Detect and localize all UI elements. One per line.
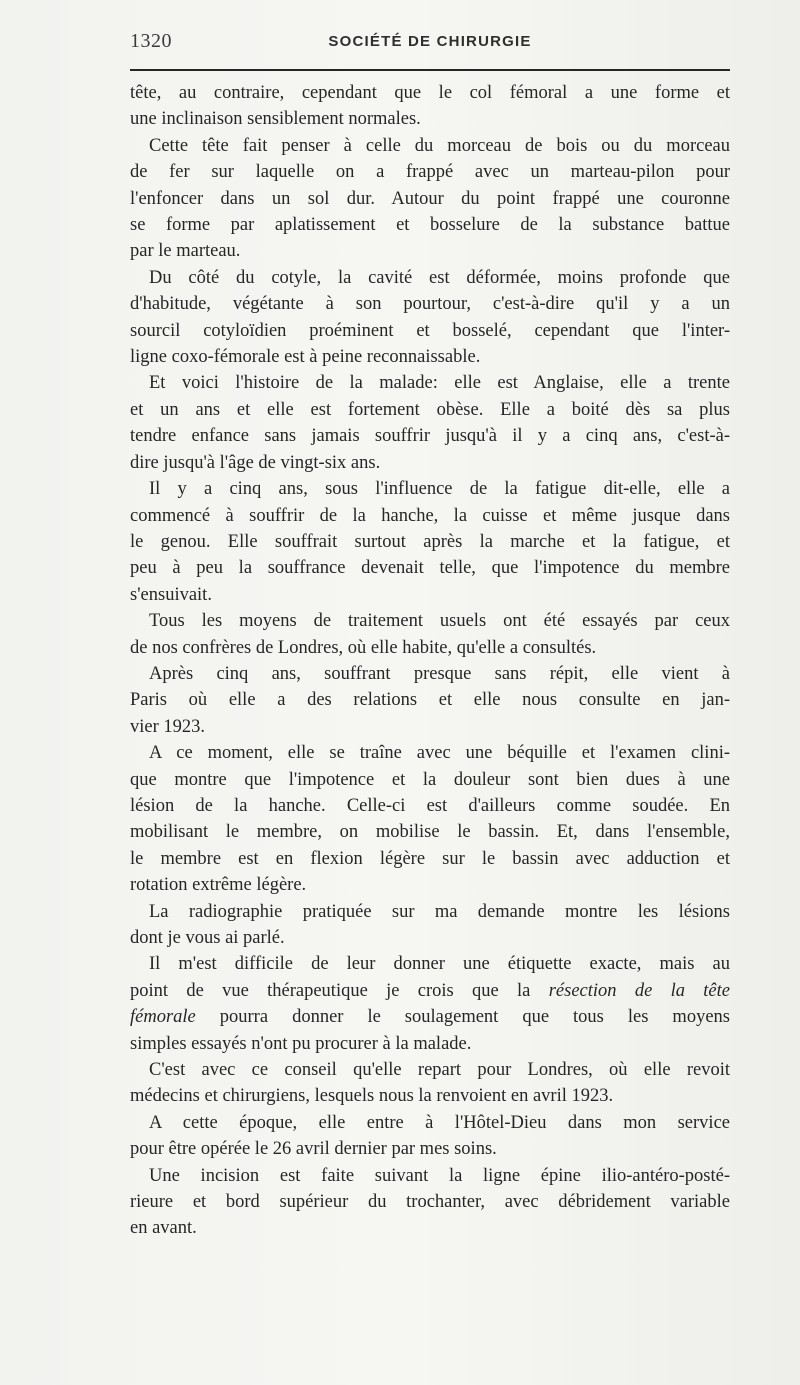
text-line <box>130 951 730 977</box>
italic-text: résection de la tête <box>548 980 730 1001</box>
paragraph <box>130 1163 730 1242</box>
text-line: commencé à souffrir de la hanche, la cuisse et même jusque dans <box>130 505 730 526</box>
text-line: s'ensuivait. <box>130 584 212 605</box>
text-line: le membre est en flexion légère sur le bassin avec adduction et <box>130 848 730 869</box>
paragraph <box>130 370 730 476</box>
text-line: La radiographie pratiquée sur ma demande montre les lésions <box>149 901 730 922</box>
text-line: de nos confrères de Londres, où elle habite, qu'elle a consultés. <box>130 637 597 658</box>
text-line <box>130 1031 730 1057</box>
paragraph <box>130 133 730 265</box>
running-head: SOCIÉTÉ DE CHIRURGIE <box>328 33 532 50</box>
text-line: Après cinq ans, souffrant presque sans répit, elle vient à <box>149 663 730 684</box>
paragraph <box>130 740 730 898</box>
text-line: dont je vous ai parlé. <box>130 928 285 948</box>
text-line: par le marteau. <box>130 241 241 262</box>
text-line: Du côté du cotyle, la cavité est déformée, moins profonde que <box>149 267 730 288</box>
text-line: rotation extrême légère. <box>130 875 307 896</box>
text-line: mobilisant le membre, on mobilise le bassin. Et, dans l'ensemble, <box>130 822 730 843</box>
paragraph <box>130 661 730 740</box>
text-segment: Il m'est difficile de leur donner une étiquette exacte, mais au <box>149 954 730 975</box>
italic-text: fémorale <box>130 1007 196 1028</box>
text-line: l'enfoncer dans un sol dur. Autour du point frappé une couronne <box>130 188 730 209</box>
text-line: Une incision est faite suivant la ligne épine ilio-antéro-posté- <box>149 1165 730 1186</box>
text-line: se forme par aplatissement et bosselure de la substance battue <box>130 215 730 236</box>
paragraph <box>130 899 730 952</box>
text-line <box>130 1004 730 1030</box>
paragraph <box>130 80 730 133</box>
text-line: en avant. <box>130 1218 197 1239</box>
text-line: dire jusqu'à l'âge de vingt-six ans. <box>130 452 381 473</box>
paragraph <box>130 1110 730 1163</box>
body-text <box>130 80 730 1242</box>
paragraph <box>130 951 730 1057</box>
text-line: médecins et chirurgiens, lesquels nous la renvoient en avril 1923. <box>130 1086 614 1107</box>
text-segment: simples essayés n'ont pu procurer à la malade. <box>130 1033 472 1054</box>
text-line: tendre enfance sans jamais souffrir jusqu'à il y a cinq ans, c'est-à- <box>130 426 730 447</box>
text-line: Et voici l'histoire de la malade: elle est Anglaise, elle a trente <box>149 373 730 394</box>
text-line: pour être opérée le 26 avril dernier par mes soins. <box>130 1139 497 1160</box>
text-segment: pourra donner le soulagement que tous les moyens <box>195 1007 730 1028</box>
text-line: Il y a cinq ans, sous l'influence de la fatigue dit-elle, elle a <box>149 479 730 500</box>
header-rule <box>130 69 730 71</box>
text-line: vier 1923. <box>130 716 206 737</box>
page-number: 1320 <box>130 30 172 52</box>
text-line: lésion de la hanche. Celle-ci est d'ailleurs comme soudée. En <box>130 795 730 816</box>
text-line: une inclinaison sensiblement normales. <box>130 109 421 130</box>
text-line: le genou. Elle souffrait surtout après la marche et la fatigue, et <box>130 531 730 552</box>
text-line: rieure et bord supérieur du trochanter, avec débridement variable <box>130 1192 730 1213</box>
text-line: que montre que l'impotence et la douleur sont bien dues à une <box>130 769 730 790</box>
text-line <box>130 978 730 1004</box>
text-line: sourcil cotyloïdien proéminent et bosselé, cependant que l'inter- <box>130 320 730 341</box>
text-line: d'habitude, végétante à son pourtour, c'est-à-dire qu'il y a un <box>130 294 730 315</box>
text-line: Cette tête fait penser à celle du morceau de bois ou du morceau <box>149 135 730 156</box>
text-line: C'est avec ce conseil qu'elle repart pour Londres, où elle revoit <box>149 1060 730 1081</box>
paragraph <box>130 476 730 608</box>
text-line: Tous les moyens de traitement usuels ont été essayés par ceux <box>149 611 730 632</box>
text-line: peu à peu la souffrance devenait telle, que l'impotence du membre <box>130 558 730 579</box>
text-line: et un ans et elle est fortement obèse. Elle a boité dès sa plus <box>130 399 730 420</box>
text-line: tête, au contraire, cependant que le col fémoral a une forme et <box>130 83 730 103</box>
text-segment: point de vue thérapeutique je crois que la <box>130 980 549 1001</box>
paragraph <box>130 1057 730 1110</box>
text-line: de fer sur laquelle on a frappé avec un marteau-pilon pour <box>130 162 730 183</box>
text-line: A ce moment, elle se traîne avec une béquille et l'examen clini- <box>149 743 730 764</box>
text-line: Paris où elle a des relations et elle nous consulte en jan- <box>130 690 730 711</box>
paragraph <box>130 265 730 371</box>
paragraph <box>130 608 730 661</box>
text-line: A cette époque, elle entre à l'Hôtel-Dieu dans mon service <box>149 1112 730 1133</box>
page-header <box>130 30 730 58</box>
text-line: ligne coxo-fémorale est à peine reconnaissable. <box>130 347 481 368</box>
